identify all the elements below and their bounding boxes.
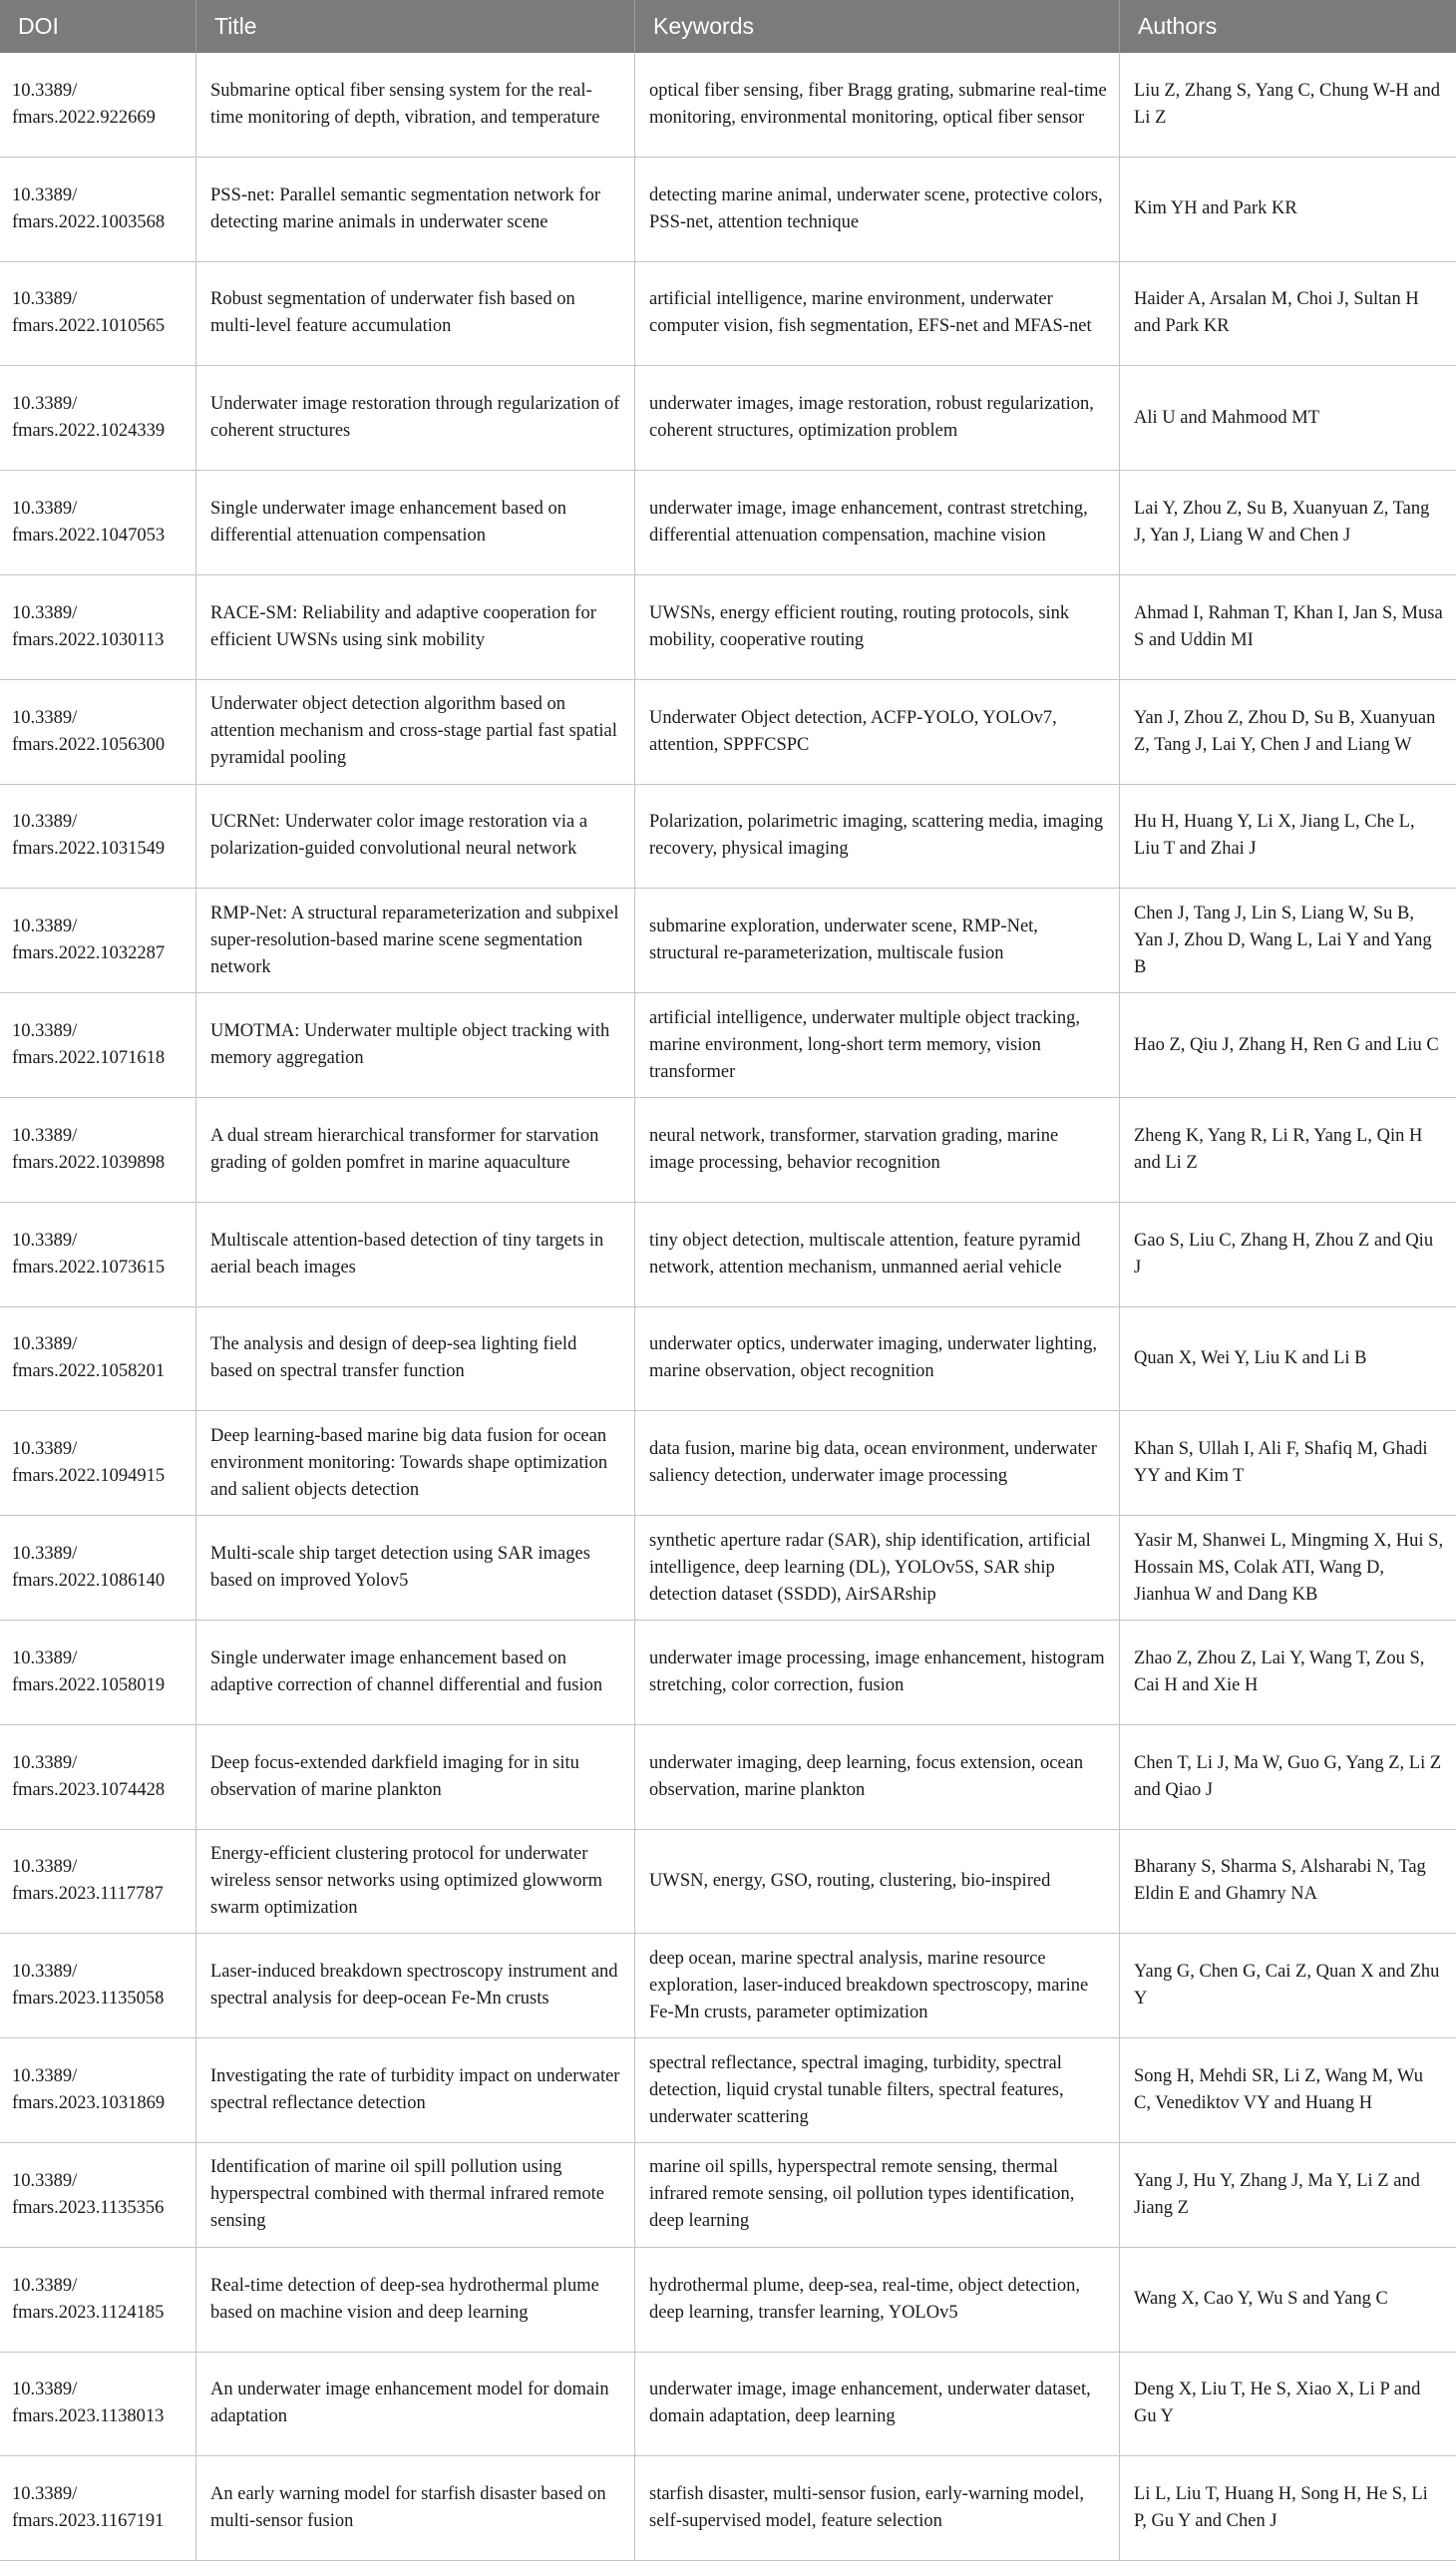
keywords-text: underwater image, image enhancement, contrast stretching, differential attenuation compensation, machine vision [649, 499, 1088, 547]
doi-text: 10.3389/ fmars.2022.1071618 [12, 1021, 166, 1069]
table-row [0, 1725, 1456, 1830]
doi-cell [0, 2038, 195, 2142]
doi-cell [0, 1203, 195, 1306]
keywords-text: hydrothermal plume, deep-sea, real-time, object detection, deep learning, transfer learning, YOLOv5 [649, 2275, 1081, 2323]
keywords-cell [634, 1621, 1119, 1724]
table-row [0, 1307, 1456, 1412]
doi-text: 10.3389/ fmars.2022.1031549 [12, 812, 166, 860]
keywords-cell [634, 1934, 1119, 2037]
authors-cell [1119, 993, 1456, 1097]
title-cell [195, 1516, 634, 1620]
table-row [0, 1516, 1456, 1621]
table-row [0, 2248, 1456, 2353]
keywords-cell [634, 1411, 1119, 1515]
authors-cell [1119, 680, 1456, 784]
title-text: Investigating the rate of turbidity impact on underwater spectral reflectance detection [210, 2066, 620, 2114]
keywords-text: deep ocean, marine spectral analysis, marine resource exploration, laser-induced breakdown spectroscopy, marine Fe-Mn crusts, parameter optimization [649, 1948, 1089, 2022]
doi-text: 10.3389/ fmars.2022.922669 [12, 80, 156, 128]
title-cell [195, 1203, 634, 1306]
table-row [0, 2143, 1456, 2248]
doi-text: 10.3389/ fmars.2022.1047053 [12, 499, 166, 547]
keywords-cell [634, 471, 1119, 574]
authors-text: Khan S, Ullah I, Ali F, Shafiq M, Ghadi YY and Kim T [1134, 1439, 1428, 1487]
doi-cell [0, 53, 195, 157]
authors-text: Hao Z, Qiu J, Zhang H, Ren G and Liu C [1134, 1034, 1439, 1055]
authors-text: Lai Y, Zhou Z, Su B, Xuanyuan Z, Tang J, Yan J, Liang W and Chen J [1134, 499, 1430, 547]
authors-text: Yasir M, Shanwei L, Mingming X, Hui S, Hossain MS, Colak ATI, Wang D, Jianhua W and Dang KB [1134, 1530, 1444, 1605]
title-text: UCRNet: Underwater color image restoration via a polarization-guided convolutional neural network [210, 812, 588, 860]
keywords-text: submarine exploration, underwater scene, RMP-Net, structural re-parameterization, multiscale fusion [649, 916, 1038, 964]
doi-cell [0, 2353, 195, 2456]
doi-cell [0, 1830, 195, 1934]
authors-text: Chen T, Li J, Ma W, Guo G, Yang Z, Li Z and Qiao J [1134, 1752, 1442, 1800]
keywords-cell [634, 262, 1119, 366]
title-text: Laser-induced breakdown spectroscopy instrument and spectral analysis for deep-ocean Fe-Mn crusts [210, 1962, 618, 2010]
authors-cell [1119, 1411, 1456, 1515]
title-cell [195, 889, 634, 992]
title-text: Multi-scale ship target detection using SAR images based on improved Yolov5 [210, 1544, 590, 1592]
doi-cell [0, 1725, 195, 1829]
doi-text: 10.3389/ fmars.2022.1003568 [12, 184, 166, 232]
title-text: RMP-Net: A structural reparameterization and subpixel super-resolution-based marine scene segmentation network [210, 903, 619, 977]
authors-text: Yan J, Zhou Z, Zhou D, Su B, Xuanyuan Z, Tang J, Lai Y, Chen J and Liang W [1134, 707, 1436, 755]
doi-text: 10.3389/ fmars.2022.1056300 [12, 707, 166, 755]
doi-text: 10.3389/ fmars.2022.1086140 [12, 1544, 166, 1592]
authors-text: Kim YH and Park KR [1134, 198, 1297, 219]
title-cell [195, 1098, 634, 1202]
table-row [0, 889, 1456, 993]
title-text: Single underwater image enhancement based on adaptive correction of channel differential and fusion [210, 1647, 603, 1695]
title-text: Submarine optical fiber sensing system for the real-time monitoring of depth, vibration, and temperature [210, 80, 600, 128]
doi-text: 10.3389/ fmars.2023.1124185 [12, 2275, 165, 2323]
table-body [0, 53, 1456, 2561]
authors-cell [1119, 1098, 1456, 1202]
header-doi: DOI [18, 13, 59, 39]
keywords-text: Underwater Object detection, ACFP-YOLO, YOLOv7, attention, SPPFCSPC [649, 707, 1057, 755]
authors-cell [1119, 158, 1456, 261]
title-cell [195, 993, 634, 1097]
keywords-cell [634, 2248, 1119, 2352]
doi-cell [0, 1098, 195, 1202]
title-cell [195, 1725, 634, 1829]
table-row [0, 2038, 1456, 2143]
doi-text: 10.3389/ fmars.2023.1117787 [12, 1857, 164, 1905]
authors-text: Zhao Z, Zhou Z, Lai Y, Wang T, Zou S, Cai H and Xie H [1134, 1647, 1425, 1695]
table-header [0, 0, 1456, 53]
table-row [0, 53, 1456, 158]
authors-text: Haider A, Arsalan M, Choi J, Sultan H and Park KR [1134, 289, 1419, 337]
title-cell [195, 575, 634, 679]
keywords-text: underwater imaging, deep learning, focus extension, ocean observation, marine plankton [649, 1752, 1084, 1800]
authors-cell [1119, 1830, 1456, 1934]
title-cell [195, 53, 634, 157]
doi-text: 10.3389/ fmars.2022.1032287 [12, 916, 166, 964]
doi-cell [0, 993, 195, 1097]
keywords-text: starfish disaster, multi-sensor fusion, early-warning model, self-supervised model, feature selection [649, 2484, 1084, 2532]
authors-cell [1119, 2038, 1456, 2142]
keywords-cell [634, 2456, 1119, 2560]
authors-cell [1119, 1203, 1456, 1306]
authors-cell [1119, 1621, 1456, 1724]
authors-cell [1119, 471, 1456, 574]
title-text: Multiscale attention-based detection of tiny targets in aerial beach images [210, 1230, 604, 1278]
keywords-text: optical fiber sensing, fiber Bragg grating, submarine real-time monitoring, environmental monitoring, optical fiber sensor [649, 80, 1107, 128]
authors-text: Hu H, Huang Y, Li X, Jiang L, Che L, Liu T and Zhai J [1134, 812, 1415, 860]
keywords-text: Polarization, polarimetric imaging, scattering media, imaging recovery, physical imaging [649, 812, 1104, 860]
title-text: A dual stream hierarchical transformer for starvation grading of golden pomfret in marine aquaculture [210, 1125, 599, 1173]
title-text: Deep focus-extended darkfield imaging for in situ observation of marine plankton [210, 1752, 579, 1800]
keywords-text: neural network, transformer, starvation grading, marine image processing, behavior recognition [649, 1125, 1059, 1173]
title-text: Underwater image restoration through regularization of coherent structures [210, 394, 620, 442]
table-row [0, 1411, 1456, 1516]
table-row [0, 2353, 1456, 2457]
doi-text: 10.3389/ fmars.2023.1031869 [12, 2066, 166, 2114]
keywords-cell [634, 889, 1119, 992]
authors-text: Bharany S, Sharma S, Alsharabi N, Tag Eldin E and Ghamry NA [1134, 1857, 1426, 1905]
keywords-cell [634, 1830, 1119, 1934]
doi-cell [0, 2143, 195, 2247]
doi-text: 10.3389/ fmars.2022.1024339 [12, 394, 166, 442]
title-cell [195, 1307, 634, 1411]
keywords-text: UWSN, energy, GSO, routing, clustering, bio-inspired [649, 1870, 1051, 1891]
keywords-text: underwater image processing, image enhancement, histogram stretching, color correction, fusion [649, 1647, 1105, 1695]
title-text: RACE-SM: Reliability and adaptive cooperation for efficient UWSNs using sink mobility [210, 602, 596, 650]
authors-cell [1119, 1307, 1456, 1411]
keywords-cell [634, 2038, 1119, 2142]
header-keywords: Keywords [634, 0, 1119, 53]
doi-text: 10.3389/ fmars.2023.1135058 [12, 1962, 165, 2010]
table-row [0, 366, 1456, 471]
authors-text: Quan X, Wei Y, Liu K and Li B [1134, 1347, 1367, 1368]
authors-cell [1119, 2248, 1456, 2352]
table-row [0, 993, 1456, 1098]
doi-text: 10.3389/ fmars.2023.1074428 [12, 1752, 166, 1800]
title-text: Underwater object detection algorithm based on attention mechanism and cross-stage partial fast spatial pyramidal pooling [210, 694, 617, 769]
title-cell [195, 366, 634, 470]
title-text: An underwater image enhancement model for domain adaptation [210, 2379, 609, 2427]
doi-cell [0, 1516, 195, 1620]
keywords-cell [634, 680, 1119, 784]
keywords-cell [634, 993, 1119, 1097]
doi-text: 10.3389/ fmars.2022.1094915 [12, 1439, 166, 1487]
title-cell [195, 1621, 634, 1724]
keywords-text: UWSNs, energy efficient routing, routing protocols, sink mobility, cooperative routing [649, 602, 1070, 650]
keywords-cell [634, 158, 1119, 261]
doi-cell [0, 785, 195, 889]
table-row [0, 575, 1456, 680]
keywords-cell [634, 1516, 1119, 1620]
table-row [0, 1203, 1456, 1307]
keywords-cell [634, 2353, 1119, 2456]
authors-text: Song H, Mehdi SR, Li Z, Wang M, Wu C, Venediktov VY and Huang H [1134, 2066, 1424, 2114]
title-text: UMOTMA: Underwater multiple object tracking with memory aggregation [210, 1021, 610, 1069]
keywords-text: synthetic aperture radar (SAR), ship identification, artificial intelligence, deep learning (DL), YOLOv5S, SAR ship detection dataset (SSDD), AirSARship [649, 1530, 1091, 1605]
doi-cell [0, 1621, 195, 1724]
table-row [0, 262, 1456, 367]
header-title: Title [195, 0, 634, 53]
authors-text: Wang X, Cao Y, Wu S and Yang C [1134, 2289, 1388, 2310]
table-row [0, 680, 1456, 785]
keywords-cell [634, 1725, 1119, 1829]
title-text: Identification of marine oil spill pollution using hyperspectral combined with thermal infrared remote sensing [210, 2157, 605, 2232]
keywords-cell [634, 785, 1119, 889]
title-cell [195, 158, 634, 261]
authors-cell [1119, 785, 1456, 889]
title-text: Single underwater image enhancement based on differential attenuation compensation [210, 499, 567, 547]
table-row [0, 1621, 1456, 1725]
title-cell [195, 680, 634, 784]
authors-text: Yang G, Chen G, Cai Z, Quan X and Zhu Y [1134, 1962, 1440, 2010]
authors-text: Zheng K, Yang R, Li R, Yang L, Qin H and Li Z [1134, 1125, 1423, 1173]
doi-cell [0, 2248, 195, 2352]
keywords-cell [634, 1307, 1119, 1411]
authors-text: Gao S, Liu C, Zhang H, Zhou Z and Qiu J [1134, 1230, 1434, 1278]
title-cell [195, 1411, 634, 1515]
doi-cell [0, 262, 195, 366]
keywords-text: marine oil spills, hyperspectral remote sensing, thermal infrared remote sensing, oil pollution types identification, deep learning [649, 2157, 1075, 2232]
keywords-cell [634, 1098, 1119, 1202]
keywords-cell [634, 53, 1119, 157]
keywords-text: spectral reflectance, spectral imaging, turbidity, spectral detection, liquid crystal tunable filters, spectral features, underwater scattering [649, 2052, 1064, 2127]
authors-cell [1119, 1725, 1456, 1829]
table-row [0, 471, 1456, 575]
authors-cell [1119, 366, 1456, 470]
header-authors: Authors [1119, 0, 1456, 53]
authors-cell [1119, 2143, 1456, 2247]
keywords-text: data fusion, marine big data, ocean environment, underwater saliency detection, underwater image processing [649, 1439, 1097, 1487]
authors-text: Deng X, Liu T, He S, Xiao X, Li P and Gu Y [1134, 2379, 1421, 2427]
doi-cell [0, 471, 195, 574]
keywords-text: underwater images, image restoration, robust regularization, coherent structures, optimization problem [649, 394, 1094, 442]
doi-cell [0, 1411, 195, 1515]
authors-cell [1119, 53, 1456, 157]
authors-cell [1119, 2353, 1456, 2456]
title-cell [195, 471, 634, 574]
authors-text: Ahmad I, Rahman T, Khan I, Jan S, Musa S and Uddin MI [1134, 602, 1443, 650]
keywords-text: underwater optics, underwater imaging, underwater lighting, marine observation, object recognition [649, 1334, 1097, 1382]
doi-cell [0, 366, 195, 470]
table-row [0, 1098, 1456, 1203]
doi-cell [0, 2456, 195, 2560]
keywords-text: artificial intelligence, marine environment, underwater computer vision, fish segmentation, EFS-net and MFAS-net [649, 289, 1092, 337]
authors-text: Liu Z, Zhang S, Yang C, Chung W-H and Li Z [1134, 80, 1440, 128]
doi-text: 10.3389/ fmars.2022.1039898 [12, 1125, 166, 1173]
doi-text: 10.3389/ fmars.2023.1167191 [12, 2484, 165, 2532]
keywords-cell [634, 1203, 1119, 1306]
keywords-text: artificial intelligence, underwater multiple object tracking, marine environment, long-short term memory, vision transformer [649, 1007, 1081, 1082]
table-row [0, 1830, 1456, 1935]
authors-cell [1119, 889, 1456, 992]
doi-cell [0, 889, 195, 992]
doi-cell [0, 1307, 195, 1411]
authors-cell [1119, 1934, 1456, 2037]
title-text: Deep learning-based marine big data fusion for ocean environment monitoring: Towards shape optimization and salient objects detection [210, 1425, 608, 1500]
title-text: An early warning model for starfish disaster based on multi-sensor fusion [210, 2484, 606, 2532]
authors-cell [1119, 2456, 1456, 2560]
authors-cell [1119, 575, 1456, 679]
authors-text: Ali U and Mahmood MT [1134, 407, 1320, 428]
authors-text: Li L, Liu T, Huang H, Song H, He S, Li P, Gu Y and Chen J [1134, 2484, 1428, 2532]
doi-text: 10.3389/ fmars.2023.1138013 [12, 2379, 165, 2427]
doi-cell [0, 158, 195, 261]
doi-text: 10.3389/ fmars.2022.1058019 [12, 1647, 166, 1695]
authors-text: Yang J, Hu Y, Zhang J, Ma Y, Li Z and Jiang Z [1134, 2170, 1420, 2218]
title-cell [195, 785, 634, 889]
table-row [0, 1934, 1456, 2038]
title-cell [195, 2143, 634, 2247]
keywords-text: detecting marine animal, underwater scene, protective colors, PSS-net, attention technique [649, 184, 1103, 232]
keywords-cell [634, 366, 1119, 470]
doi-cell [0, 575, 195, 679]
title-cell [195, 262, 634, 366]
title-cell [195, 2456, 634, 2560]
authors-text: Chen J, Tang J, Lin S, Liang W, Su B, Yan J, Zhou D, Wang L, Lai Y and Yang B [1134, 903, 1432, 977]
table-row [0, 785, 1456, 890]
doi-text: 10.3389/ fmars.2022.1030113 [12, 602, 165, 650]
table-row [0, 158, 1456, 262]
doi-text: 10.3389/ fmars.2022.1073615 [12, 1230, 166, 1278]
title-text: Robust segmentation of underwater fish based on multi-level feature accumulation [210, 289, 575, 337]
title-text: PSS-net: Parallel semantic segmentation network for detecting marine animals in underwater scene [210, 184, 600, 232]
title-cell [195, 2353, 634, 2456]
doi-text: 10.3389/ fmars.2022.1010565 [12, 289, 166, 337]
authors-cell [1119, 1516, 1456, 1620]
authors-cell [1119, 262, 1456, 366]
keywords-text: tiny object detection, multiscale attention, feature pyramid network, attention mechanism, unmanned aerial vehicle [649, 1230, 1081, 1278]
doi-text: 10.3389/ fmars.2023.1135356 [12, 2170, 165, 2218]
title-cell [195, 2038, 634, 2142]
doi-text: 10.3389/ fmars.2022.1058201 [12, 1334, 166, 1382]
title-text: Real-time detection of deep-sea hydrothermal plume based on machine vision and deep learning [210, 2275, 599, 2323]
title-cell [195, 1830, 634, 1934]
table-row [0, 2456, 1456, 2561]
keywords-cell [634, 575, 1119, 679]
title-text: The analysis and design of deep-sea lighting field based on spectral transfer function [210, 1334, 577, 1382]
doi-cell [0, 680, 195, 784]
title-cell [195, 1934, 634, 2037]
title-text: Energy-efficient clustering protocol for underwater wireless sensor networks using optimized glowworm swarm optimization [210, 1843, 603, 1918]
keywords-text: underwater image, image enhancement, underwater dataset, domain adaptation, deep learning [649, 2379, 1091, 2427]
title-cell [195, 2248, 634, 2352]
keywords-cell [634, 2143, 1119, 2247]
doi-cell [0, 1934, 195, 2037]
